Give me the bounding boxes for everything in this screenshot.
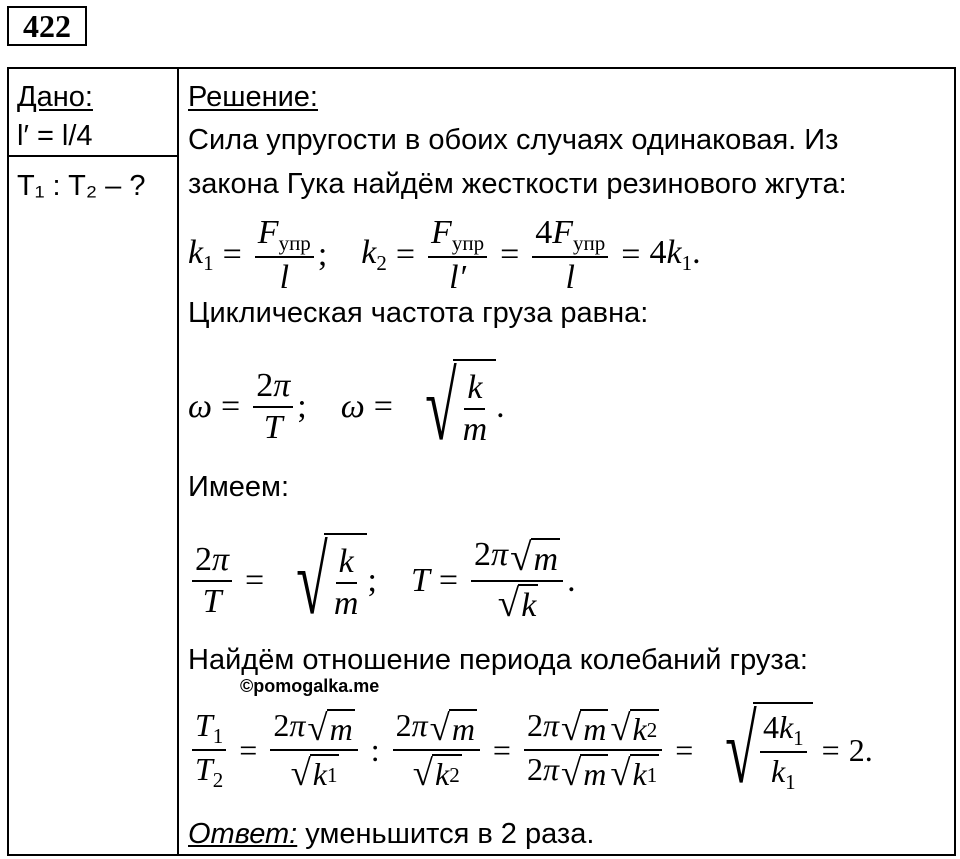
solution-line-3: Циклическая частота груза равна: <box>188 297 649 329</box>
solution-line-4: Имеем: <box>188 471 290 503</box>
solution-line-5: Найдём отношение периода колебаний груза: <box>188 644 808 676</box>
given-header: Дано: <box>17 81 93 113</box>
formula-ratio: $\frac{T_1}{T_2}$ = 2π √ m √ k 1 : 2π √ m √ k 2 = 2π √ m √ k 2 2π √ m √ k 1 = √ $\frac{4k_1}{k_1}$ = 2. <box>188 690 873 810</box>
answer-label: Ответ: <box>188 818 298 850</box>
formula-stiffness: $k_1$ = $\frac{F_{упр}}{l}$ ; $k_2$ = $\frac{F_{упр}}{l'}$ = $\frac{4F_{упр}}{l}$ = $4k_1$. <box>188 213 701 296</box>
answer-text: уменьшится в 2 раза. <box>297 818 595 850</box>
formula-period: $\frac{2\pi}{T}$ = √ $\frac{k}{m}$ ; T = 2π √ m √ k . <box>188 523 576 638</box>
solution-header: Решение: <box>188 81 318 113</box>
given-divider <box>7 155 179 157</box>
column-divider <box>177 67 179 856</box>
problem-number: 422 <box>7 6 87 46</box>
solution-line-1: Сила упругости в обоих случаях одинаковая. Из <box>188 124 839 156</box>
formula-angular-frequency: ω = $\frac{2\pi}{T}$ ; ω = √ $\frac{k}{m}$ . <box>188 353 505 460</box>
solution-line-2: закона Гука найдём жесткости резинового жгута: <box>188 168 847 200</box>
watermark: ©pomogalka.me <box>240 676 380 696</box>
given-condition: l′ = l/4 <box>17 120 93 152</box>
answer-line <box>188 817 594 851</box>
given-question: T₁ : T₂ – ? <box>17 170 146 202</box>
